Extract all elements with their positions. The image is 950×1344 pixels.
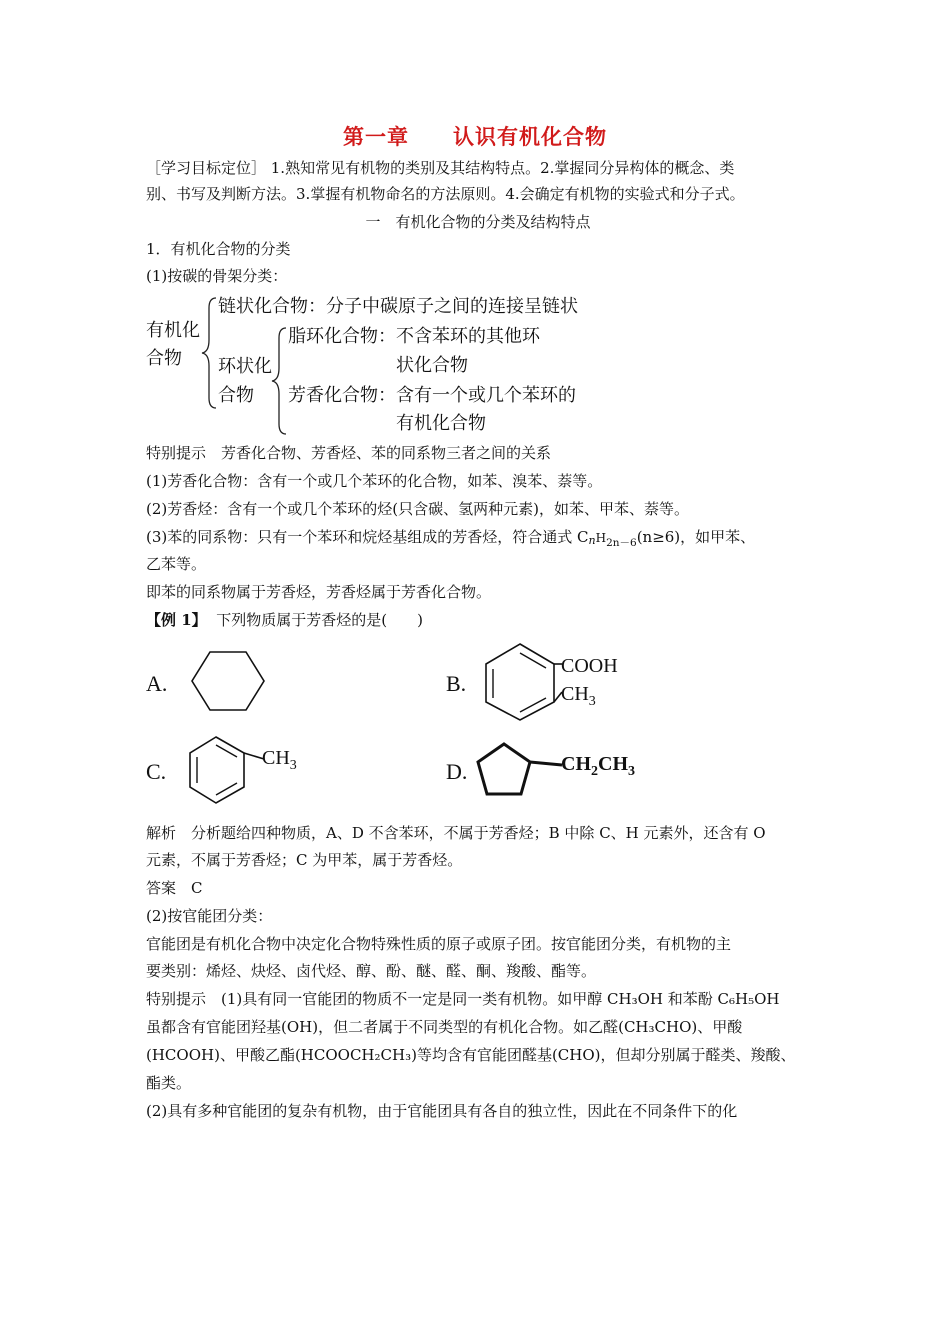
tree-aromatic-line-2: 有机化合物 (396, 413, 486, 434)
formula-subscript: 2n－6 (606, 537, 637, 549)
tip-benzene-homologs (146, 527, 810, 553)
functional-group-text-1: 官能团是有机化合物中决定化合物特殊性质的原子或原子团。按官能团分类，有机物的主 (146, 935, 732, 953)
tree-root-line-2: 合物 (146, 348, 182, 369)
chapter-name: 认识有机化合物 (453, 125, 607, 149)
analysis-line-1: 解析 分析题给四种物质，A、D 不含苯环，不属于芳香烃；B 中除 C、H 元素外，还含有 O (146, 824, 766, 842)
cyclohexane-structure (186, 648, 270, 714)
ethyl-ch3: CH (598, 753, 628, 775)
tip-summary: 即苯的同系物属于芳香烃，芳香烃属于芳香化合物。 (146, 583, 492, 601)
ethyl-group (561, 753, 635, 780)
special-tip-1-line-1: 特别提示 (1)具有同一官能团的物质不一定是同一类有机物。如甲醇 CH₃OH 和苯酚 C₆H₅OH (146, 990, 780, 1008)
tip-aromatic-compounds: (1)芳香化合物：含有一个或几个苯环的化合物，如苯、溴苯、萘等。 (146, 472, 603, 490)
tree-aromatic-line-1: 芳香化合物：含有一个或几个苯环的 (288, 385, 576, 406)
tip-homolog-text: (3)苯的同系物：只有一个苯环和烷烃基组成的芳香烃，符合通式 C (146, 528, 589, 546)
ethyl-ch2: CH (561, 753, 591, 775)
functional-group-text-2: 要类别：烯烃、炔烃、卤代烃、醇、酚、醚、醛、酮、羧酸、酯等。 (146, 962, 597, 980)
option-c-label: C. (146, 759, 167, 784)
example-question (146, 610, 810, 630)
example-label: 【例 1】 (146, 611, 207, 629)
chapter-title (0, 121, 950, 151)
tree-ring-line-1: 环状化 (218, 356, 272, 377)
heading-classification: 1．有机化合物的分类 (146, 240, 291, 258)
benzene-ring-b (480, 640, 564, 724)
learning-goals-line-1: ［学习目标定位］ 1.熟知常见有机物的类别及其结构特点。2.掌握同分异构体的概念、类 (146, 159, 735, 177)
tree-ring-line-2: 合物 (218, 385, 254, 406)
ring-brace (270, 326, 290, 436)
tip-homolog-condition: (n≥6)，如甲苯、 (636, 528, 756, 546)
heading-carbon-skeleton: (1)按碳的骨架分类： (146, 267, 288, 285)
tree-root-line-1: 有机化 (146, 320, 200, 341)
methyl-group-b (561, 683, 596, 710)
example-text: 下列物质属于芳香烃的是( ) (216, 611, 423, 629)
special-tip-heading: 特别提示 芳香化合物、芳香烃、苯的同系物三者之间的关系 (146, 444, 552, 462)
tree-alicyclic-line-2: 状化合物 (396, 355, 468, 376)
answer: 答案 C (146, 879, 203, 897)
learning-goals-line-2: 别、书写及判断方法。3.掌握有机物命名的方法原则。4.会确定有机物的实验式和分子式。 (146, 185, 745, 203)
tree-chain-compounds: 链状化合物：分子中碳原子之间的连接呈链状 (218, 296, 578, 317)
methyl-b-sub: 3 (588, 694, 596, 709)
methyl-group-c (262, 747, 297, 774)
option-b-label: B. (446, 671, 467, 696)
benzene-ring-c (186, 733, 270, 809)
tree-alicyclic-line-1: 脂环化合物：不含苯环的其他环 (288, 326, 540, 347)
section-heading: 一 有机化合物的分类及结构特点 (365, 213, 591, 231)
formula-n: n (588, 534, 596, 547)
special-tip-1-line-2: 虽都含有官能团羟基(OH)，但二者属于不同类型的有机化合物。如乙醛(CH₃CHO)、甲酸 (146, 1018, 743, 1036)
analysis-line-2: 元素，不属于芳香烃；C 为甲苯，属于芳香烃。 (146, 851, 463, 869)
special-tip-2-line-1: (2)具有多种官能团的复杂有机物，由于官能团具有各自的独立性，因此在不同条件下的化 (146, 1102, 738, 1120)
formula-h: H (595, 531, 607, 545)
special-tip-1-line-3: (HCOOH)、甲酸乙酯(HCOOCH₂CH₃)等均含有官能团醛基(CHO)，但却分别属于醛类、羧酸、 (146, 1046, 796, 1064)
cyclopentane-structure (474, 738, 564, 800)
root-brace (200, 296, 220, 410)
heading-functional-group: (2)按官能团分类： (146, 907, 273, 925)
tip-aromatic-hydrocarbons: (2)芳香烃：含有一个或几个苯环的烃(只含碳、氢两种元素)，如苯、甲苯、萘等。 (146, 500, 689, 518)
special-tip-1-line-4: 酯类。 (146, 1074, 192, 1092)
methyl-b-ch: CH (561, 683, 589, 705)
chapter-number: 第一章 (343, 125, 409, 149)
ethyl-sub-3: 3 (628, 764, 635, 779)
option-d-label: D. (446, 759, 468, 784)
methyl-c-sub: 3 (289, 758, 297, 773)
option-a-label: A. (146, 671, 168, 696)
ethyl-sub-2: 2 (591, 764, 598, 779)
tip-homolog-examples: 乙苯等。 (146, 555, 207, 573)
cooh-group: COOH (561, 655, 618, 677)
methyl-c-ch: CH (262, 747, 290, 769)
